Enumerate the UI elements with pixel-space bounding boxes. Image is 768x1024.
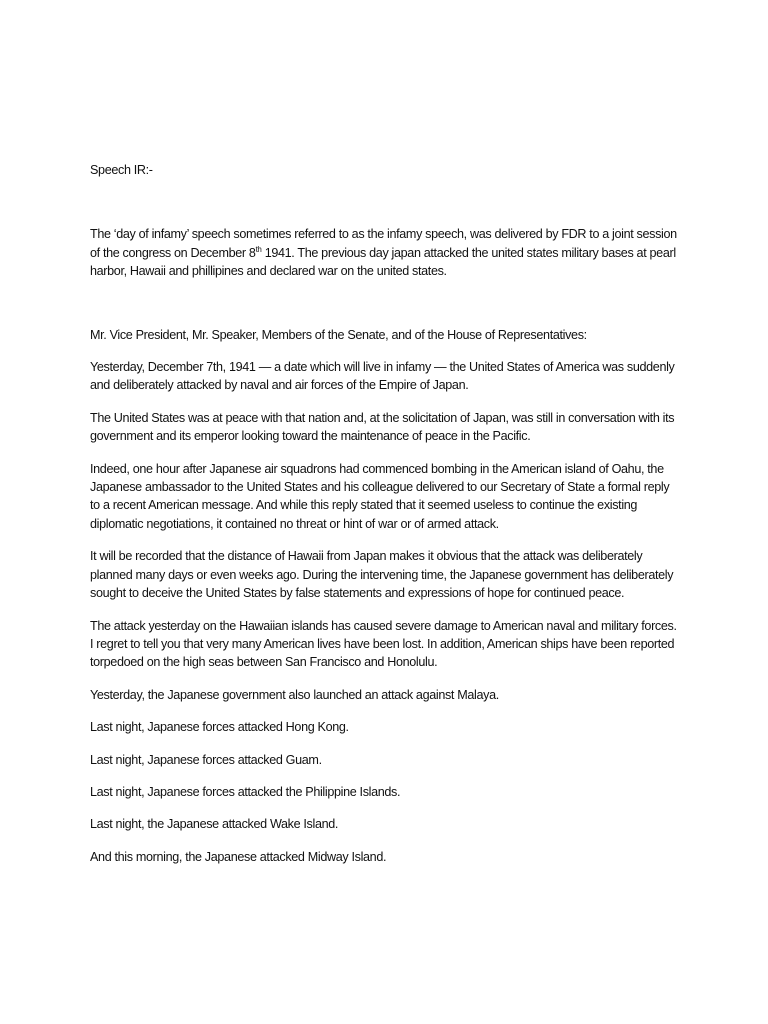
- speech-paragraph-5: The attack yesterday on the Hawaiian islands has caused severe damage to American naval and military forces. I regret to tell you that very many American lives have been lost. In addition, American ships have been reported torpedoed on the high seas between San Francisco and Honolulu.: [90, 618, 677, 670]
- intro-text-after: 1941. The previous day japan attacked the united states military bases at pearl harbor, Hawaii and phillipines and declared war on the united states.: [90, 245, 676, 279]
- ordinal-suffix: th: [255, 244, 262, 254]
- speech-paragraph-10: Last night, the Japanese attacked Wake Island.: [90, 817, 339, 832]
- speech-paragraph-2: The United States was at peace with that nation and, at the solicitation of Japan, was still in conversation with its government and its emperor looking toward the maintenance of peace in the Pacific.: [90, 410, 675, 444]
- speech-paragraph-4: It will be recorded that the distance of Hawaii from Japan makes it obvious that the attack was deliberately planned many days or even weeks ago. During the intervening time, the Japanese government has deliberately sought to deceive the United States by false statements and expressions of hope for continued peace.: [90, 549, 674, 601]
- speech-paragraph-3: Indeed, one hour after Japanese air squadrons had commenced bombing in the American island of Oahu, the Japanese ambassador to the United States and his colleague delivered to our Secretary of State a formal reply to a recent American message. And while this reply stated that it seemed useless to continue the existing diplomatic negotiations, it contained no threat or hint of war or of armed attack.: [90, 461, 670, 531]
- document-body: [90, 161, 680, 866]
- document-heading: Speech IR:-: [90, 163, 153, 177]
- intro-paragraph: [90, 225, 680, 280]
- speech-paragraph-8: Last night, Japanese forces attacked Guam.: [90, 752, 322, 767]
- speech-paragraph-7: Last night, Japanese forces attacked Hong Kong.: [90, 720, 349, 735]
- speech-paragraph-9: Last night, Japanese forces attacked the Philippine Islands.: [90, 784, 401, 799]
- speech-paragraph-1: Yesterday, December 7th, 1941 — a date which will live in infamy — the United States of America was suddenly and deliberately attacked by naval and air forces of the Empire of Japan.: [90, 360, 675, 393]
- speech-paragraph-6: Yesterday, the Japanese government also launched an attack against Malaya.: [90, 687, 499, 702]
- intro-text-before: The ‘day of infamy’ speech sometimes referred to as the infamy speech, was delivered by FDR to a joint session of the congress on December 8: [90, 227, 677, 260]
- speech-salutation: Mr. Vice President, Mr. Speaker, Members of the Senate, and of the House of Representatives:: [90, 327, 587, 342]
- speech-paragraph-11: And this morning, the Japanese attacked Midway Island.: [90, 849, 387, 864]
